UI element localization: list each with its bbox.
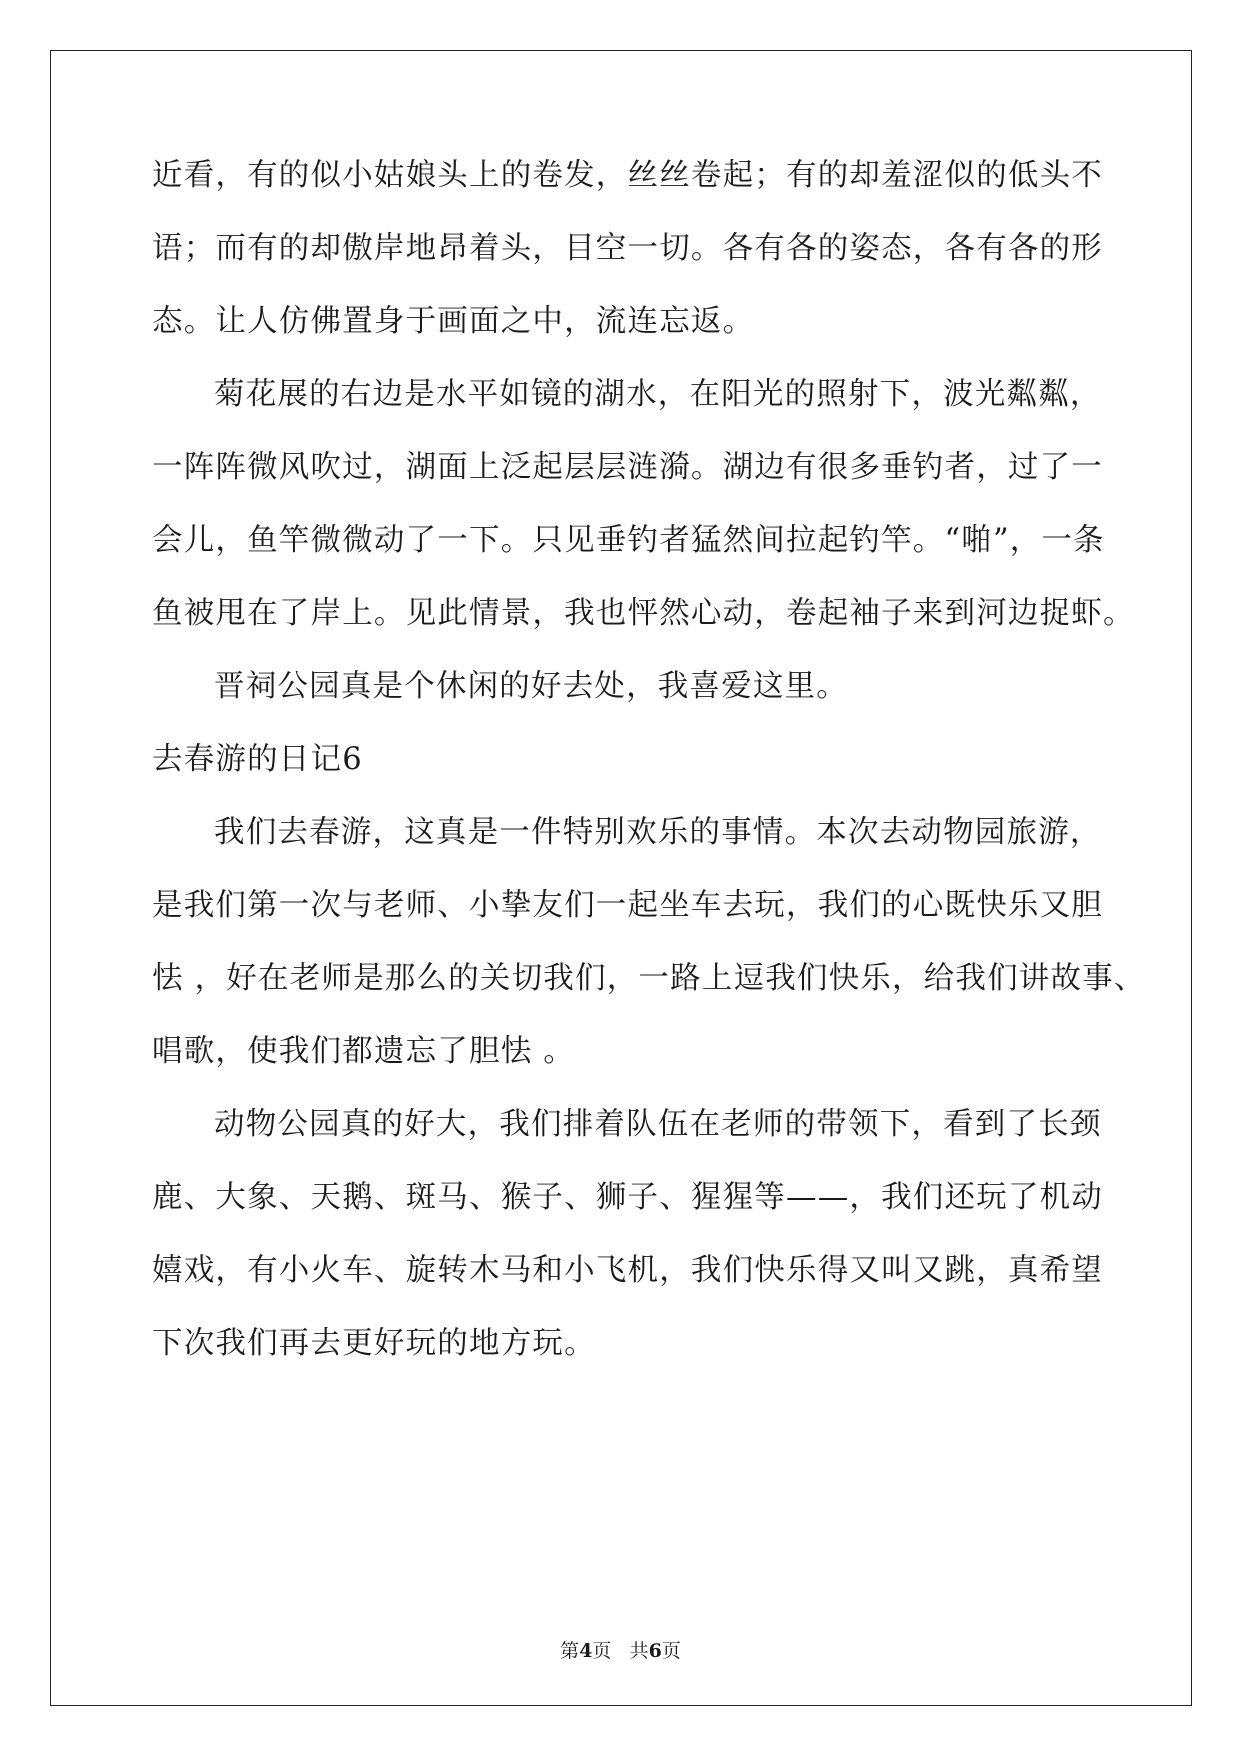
body-line-8: 晋祠公园真是个休闲的好去处，我喜爱这里。 — [214, 669, 848, 704]
body-line-13: 唱歌，使我们都遗忘了胆怯 。 — [152, 1034, 575, 1069]
body-line-15: 鹿、大象、天鹅、斑马、猴子、狮子、猩猩等——，我们还玩了机动 — [152, 1180, 1103, 1215]
body-line-2: 语；而有的却傲岸地昂着头，目空一切。各有各的姿态，各有各的形 — [152, 231, 1103, 266]
footer-prefix: 第 — [560, 1640, 580, 1662]
body-line-17: 下次我们再去更好玩的地方玩。 — [152, 1326, 596, 1361]
body-line-14: 动物公园真的好大，我们排着队伍在老师的带领下，看到了长颈 — [214, 1107, 1102, 1142]
footer-total-suffix: 页 — [661, 1640, 681, 1662]
footer-total-prefix: 共 — [629, 1640, 649, 1662]
body-line-12: 怯 ，好在老师是那么的关切我们，一路上逗我们快乐，给我们讲故事、 — [152, 961, 1146, 996]
body-line-7: 鱼被甩在了岸上。见此情景，我也怦然心动，卷起袖子来到河边捉虾。 — [152, 596, 1135, 631]
body-line-6: 会儿，鱼竿微微动了一下。只见垂钓者猛然间拉起钓竿。“啪”，一条 — [152, 523, 1105, 558]
body-line-5: 一阵阵微风吹过，湖面上泛起层层涟漪。湖边有很多垂钓者，过了一 — [152, 450, 1103, 485]
body-line-4: 菊花展的右边是水平如镜的湖水，在阳光的照射下，波光粼粼， — [214, 377, 1102, 412]
body-line-3: 态。让人仿佛置身于画面之中，流连忘返。 — [152, 304, 755, 339]
body-line-10: 我们去春游，这真是一件特别欢乐的事情。本次去动物园旅游， — [214, 815, 1102, 850]
current-page-number: 4 — [579, 1640, 593, 1662]
body-line-1: 近看，有的似小姑娘头上的卷发，丝丝卷起；有的却羞涩似的低头不 — [152, 158, 1103, 193]
body-line-11: 是我们第一次与老师、小挚友们一起坐车去玩，我们的心既快乐又胆 — [152, 888, 1103, 923]
section-heading: 去春游的日记6 — [152, 742, 363, 777]
total-page-count: 6 — [648, 1640, 662, 1662]
footer-page-suffix: 页 — [592, 1640, 612, 1662]
page-border — [50, 50, 1192, 1706]
page-footer — [0, 1636, 1241, 1663]
body-line-16: 嬉戏，有小火车、旋转木马和小飞机，我们快乐得又叫又跳，真希望 — [152, 1253, 1103, 1288]
